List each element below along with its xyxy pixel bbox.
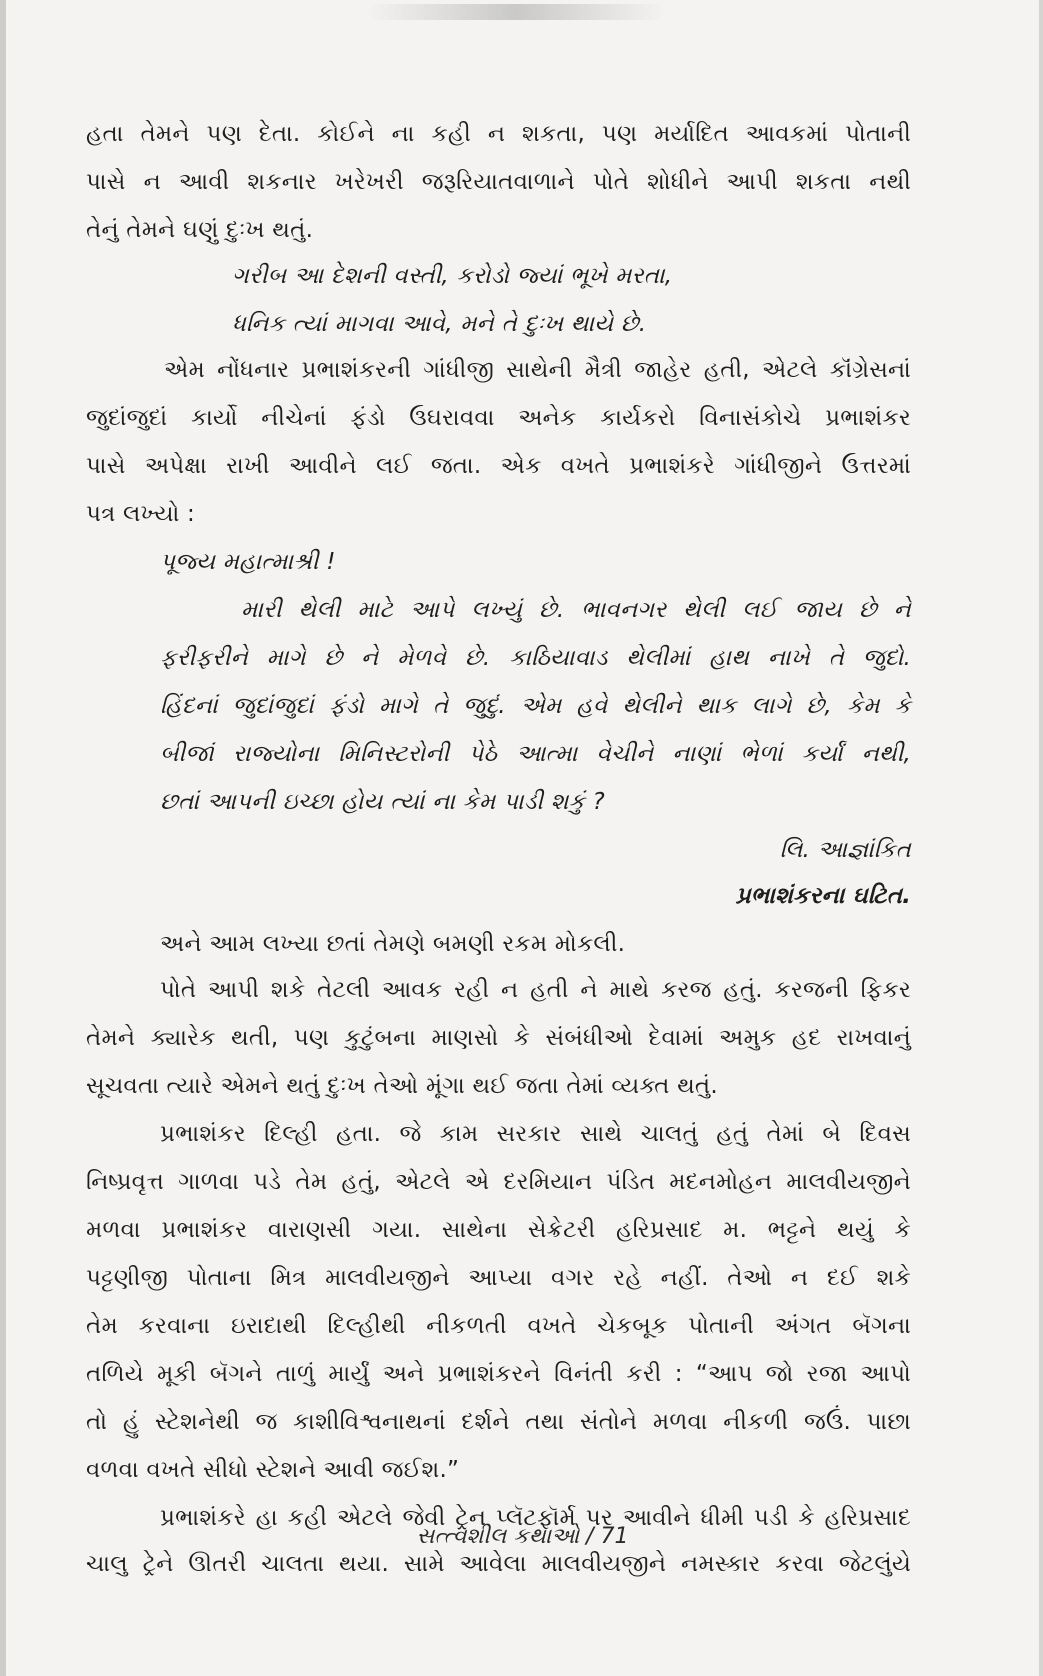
letter-line-3: હિંદનાં જુદાંજુદાં ફંડો માગે તે જુદું. એમ હવે થેલીને થાક લાગે છે, કેમ કે <box>160 693 911 719</box>
letter-line-5: છતાં આપની ઇચ્છા હોય ત્યાં ના કેમ પાડી શકું ? <box>160 789 605 815</box>
letter-line-4: બીજાં રાજ્યોના મિનિસ્ટરોની પેઠે આત્મા વેચીને નાણાં ભેળાં કર્યાં નથી, <box>160 741 911 767</box>
paragraph-4-line-1: પોતે આપી શકે તેટલી આવક રહી ન હતી ને માથે કરજ હતું. કરજની ફિકર <box>160 977 911 1003</box>
paragraph-5-line-5: તેમ કરવાના ઇરાદાથી દિલ્હીથી નીકળતી વખતે ચેકબૂક પોતાની અંગત બૅગના <box>86 1313 911 1339</box>
verse-line-2: ધનિક ત્યાં માગવા આવે, મને તે દુઃખ થાયે છે. <box>232 311 647 337</box>
letter-salutation: પૂજ્ય મહાત્માશ્રી ! <box>160 549 336 575</box>
paragraph-2-line-2: જુદાંજુદાં કાર્યો નીચેનાં ફંડો ઉઘરાવવા અનેક કાર્યકરો વિનાસંકોચે પ્રભાશંકર <box>86 405 911 431</box>
paragraph-5-line-3: મળવા પ્રભાશંકર વારાણસી ગયા. સાથેના સેક્રેટરી હરિપ્રસાદ મ. ભટ્ટને થયું કે <box>86 1217 911 1243</box>
paragraph-5-line-7: તો હું સ્ટેશનેથી જ કાશીવિશ્વનાથનાં દર્શને તથા સંતોને મળવા નીકળી જઉં. પાછા <box>86 1409 911 1435</box>
scan-smudge <box>366 4 666 20</box>
paragraph-2-line-3: પાસે અપેક્ષા રાખી આવીને લઈ જતા. એક વખતે પ્રભાશંકરે ગાંધીજીને ઉત્તરમાં <box>86 453 911 479</box>
letter-closing: લિ. આજ્ઞાંકિત <box>779 837 911 863</box>
paragraph-5-line-1: પ્રભાશંકર દિલ્હી હતા. જે કામ સરકાર સાથે ચાલતું હતું તેમાં બે દિવસ <box>160 1121 911 1147</box>
paragraph-1-line-2: પાસે ન આવી શકનાર ખરેખરી જરૂરિયાતવાળાને પોતે શોધીને આપી શકતા નથી <box>86 169 911 195</box>
page-footer: સત્ત્વશીલ કથાઓ / 71 <box>416 1524 629 1549</box>
verse-line-1: ગરીબ આ દેશની વસ્તી, કરોડો જ્યાં ભૂખે મરતા, <box>232 263 673 289</box>
paragraph-3-line-1: અને આમ લખ્યા છતાં તેમણે બમણી રકમ મોકલી. <box>160 931 626 957</box>
paragraph-6-line-2: ચાલુ ટ્રેને ઊતરી ચાલતા થયા. સામે આવેલા માલવીયજીને નમસ્કાર કરવા જેટલુંયે <box>86 1551 911 1577</box>
paragraph-4-line-2: તેમને ક્યારેક થતી, પણ કુટુંબના માણસો કે સંબંધીઓ દેવામાં અમુક હદ રાખવાનું <box>86 1025 911 1051</box>
paragraph-2-line-1: એમ નોંધનાર પ્રભાશંકરની ગાંધીજી સાથેની મૈત્રી જાહેર હતી, એટલે કૉંગ્રેસનાં <box>164 357 911 383</box>
paragraph-4-line-3: સૂચવતા ત્યારે એમને થતું દુઃખ તેઓ મૂંગા થઈ જતા તેમાં વ્યક્ત થતું. <box>86 1073 718 1099</box>
letter-signature: પ્રભાશંકરના ઘટિત. <box>735 883 911 909</box>
letter-line-2: ફરીફરીને માગે છે ને મેળવે છે. કાઠિયાવાડ થેલીમાં હાથ નાખે તે જુદો. <box>160 645 911 671</box>
paragraph-5-line-8: વળવા વખતે સીધો સ્ટેશને આવી જઈશ.” <box>86 1457 460 1483</box>
paragraph-5-line-4: પટ્ટણીજી પોતાના મિત્ર માલવીયજીને આપ્યા વગર રહે નહીં. તેઓ ન દઈ શકે <box>86 1265 911 1291</box>
paragraph-5-line-6: તળિયે મૂકી બૅગને તાળું માર્યું અને પ્રભાશંકરને વિનંતી કરી : “આપ જો રજા આપો <box>86 1361 911 1387</box>
paragraph-6-line-1: પ્રભાશંકરે હા કહી એટલે જેવી ટ્રેન પ્લૅટફૉર્મ પર આવીને ધીમી પડી કે હરિપ્રસાદ <box>160 1505 911 1531</box>
paragraph-5-line-2: નિષ્પ્રવૃત્ત ગાળવા પડે તેમ હતું, એટલે એ દરમિયાન પંડિત મદનમોહન માલવીયજીને <box>86 1169 911 1195</box>
letter-line-1: મારી થેલી માટે આપે લખ્યું છે. ભાવનગર થેલી લઈ જાય છે ને <box>241 597 911 623</box>
paragraph-2-line-4: પત્ર લખ્યો : <box>86 501 195 527</box>
paragraph-1-line-1: હતા તેમને પણ દેતા. કોઈને ના કહી ન શકતા, પણ મર્યાદિત આવકમાં પોતાની <box>86 121 911 147</box>
paragraph-1-line-3: તેનું તેમને ઘણું દુઃખ થતું. <box>86 217 314 243</box>
